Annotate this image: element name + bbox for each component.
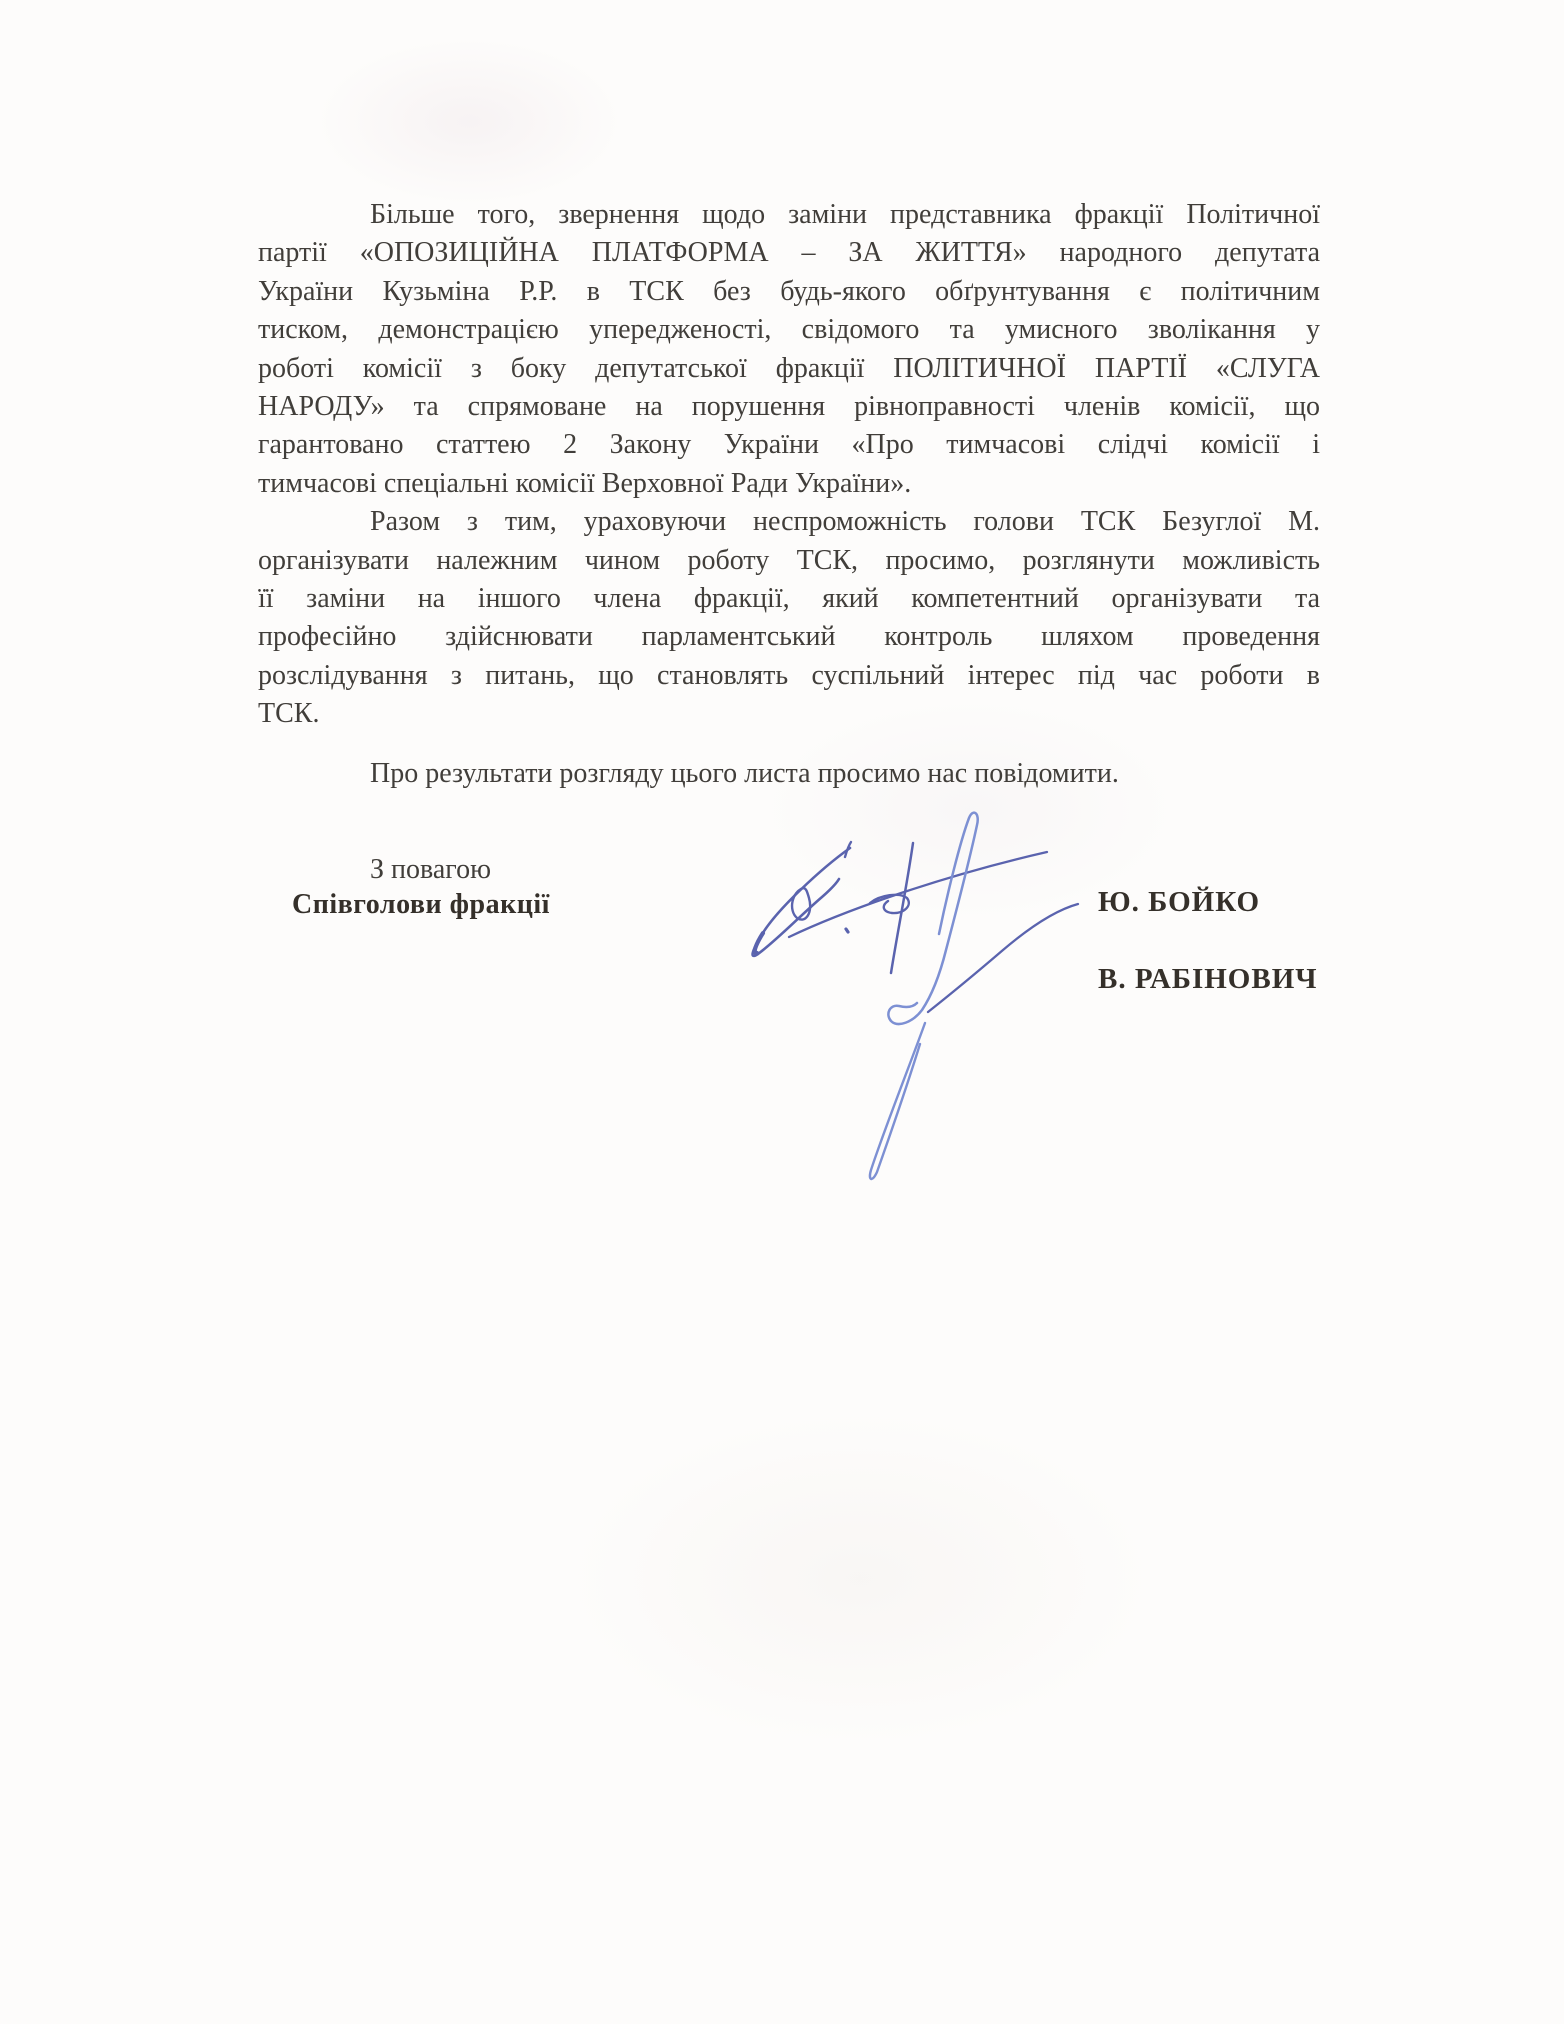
paragraph-1-line: України Кузьміна Р.Р. в ТСК без будь-якого обґрунтування є політичним <box>258 275 1320 307</box>
paragraph-1-line: Більше того, звернення щодо заміни представника фракції Політичної <box>370 199 1320 230</box>
paragraph-3: Про результати розгляду цього листа просимо нас повідомити. <box>370 757 1119 789</box>
paragraph-2-line: організувати належним чином роботу ТСК, просимо, розглянути можливість <box>258 544 1320 576</box>
signatories-names <box>1098 887 1318 994</box>
paragraph-1-line: гарантовано статтею 2 Закону України «Про тимчасові слідчі комісії і <box>258 429 1320 461</box>
paragraph-2-line: ТСК. <box>258 698 320 730</box>
paragraph-2-line: Разом з тим, ураховуючи неспроможність голови ТСК Безуглої М. <box>370 506 1320 538</box>
paragraph-2 <box>258 503 1320 733</box>
paragraph-2-line: професійно здійснювати парламентський контроль шляхом проведення <box>258 621 1320 653</box>
paragraph-1-line: тимчасові спеціальні комісії Верховної Ради України». <box>258 467 912 499</box>
paragraph-1 <box>258 196 1320 503</box>
paragraph-1-line: тиском, демонстрацією упередженості, свідомого та умисного зволікання у <box>258 314 1320 346</box>
signatories-label: Співголови фракції <box>292 889 550 920</box>
signatory-name-rabinovych: В. РАБІНОВИЧ <box>1098 963 1318 995</box>
closing-salutation: З повагою <box>370 854 491 886</box>
signatory-name-boyko: Ю. БОЙКО <box>1098 886 1261 918</box>
paragraph-2-line: її заміни на іншого члена фракції, який компетентний організувати та <box>258 583 1320 615</box>
paragraph-2-line: розслідування з питань, що становлять суспільний інтерес під час роботи в <box>258 659 1320 691</box>
paragraph-1-line: роботі комісії з боку депутатської фракції ПОЛІТИЧНОЇ ПАРТІЇ «СЛУГА <box>258 352 1320 384</box>
paragraph-1-line: партії «ОПОЗИЦІЙНА ПЛАТФОРМА – ЗА ЖИТТЯ» народного депутата <box>258 237 1320 269</box>
paragraph-1-line: НАРОДУ» та спрямоване на порушення рівноправності членів комісії, що <box>258 391 1320 423</box>
letter-body <box>258 196 1320 890</box>
